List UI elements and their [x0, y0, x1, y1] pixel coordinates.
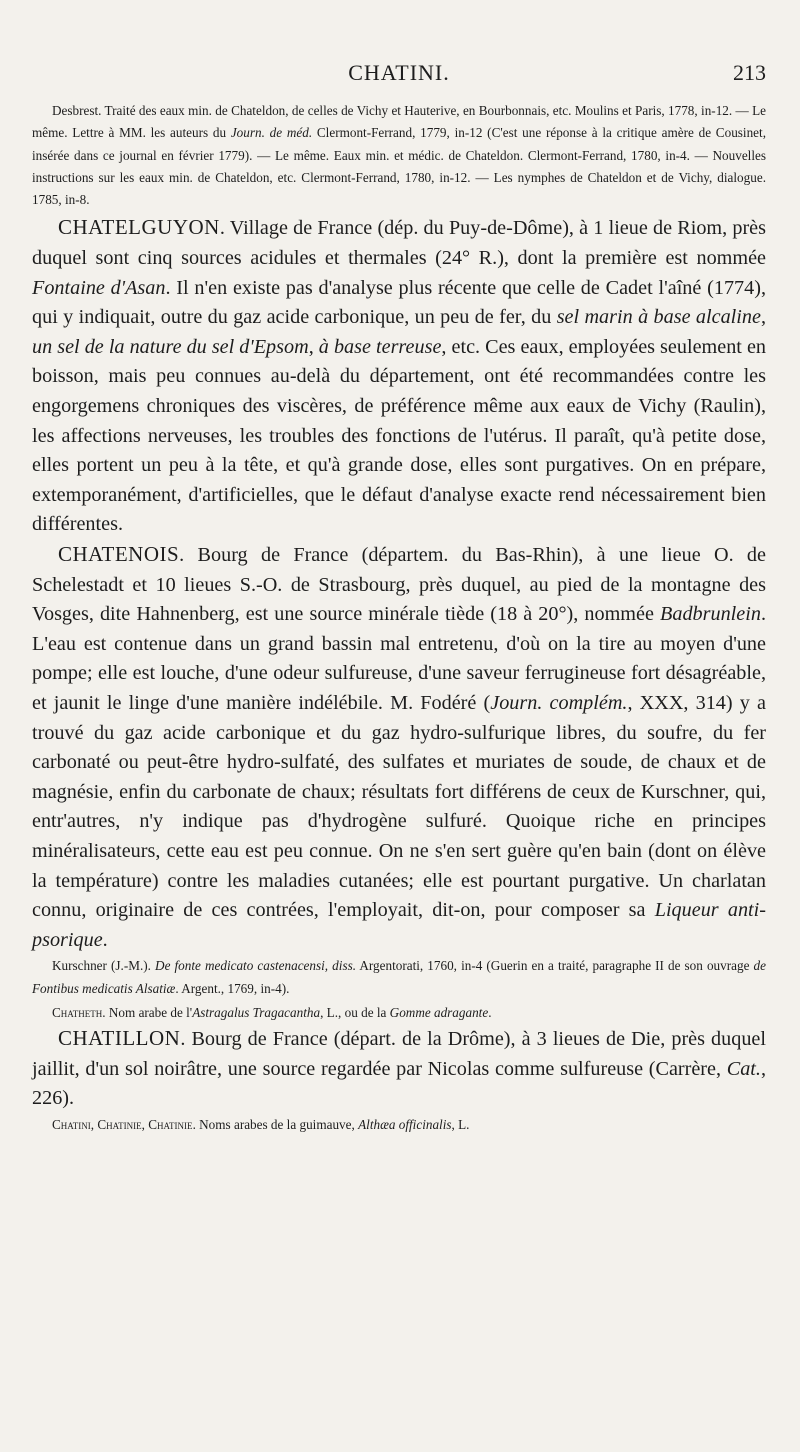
- headword: CHATENOIS: [58, 542, 180, 567]
- running-title: CHATINI.: [348, 60, 450, 85]
- headword: CHATELGUYON: [58, 215, 220, 240]
- headword: CHATILLON: [58, 1026, 181, 1051]
- headword: Chatheth: [52, 1004, 103, 1020]
- bibliography-kurschner: Kurschner (J.-M.). De fonte medicato castenacensi, diss. Argentorati, 1760, in-4 (Guerin en a traité, paragraphe II de son ouvrage de Fontibus medicatis Alsatiæ. Argent., 1769, in-4).: [32, 958, 766, 996]
- bibliography-desbrest: Desbrest. Traité des eaux min. de Chateldon, de celles de Vichy et Hauterive, en Bourbonnais, etc. Moulins et Paris, 1778, in-12. — Le même. Lettre à MM. les auteurs du Journ. de méd. Clermont-Ferrand, 1779, in-12 (C'est une réponse à la critique amère de Cousinet, insérée dans ce journal en février 1779). — Le même. Eaux min. et médic. de Chateldon. Clermont-Ferrand, 1780, in-4. — Nouvelles instructions sur les eaux min. de Chateldon, etc. Clermont-Ferrand, 1780, in-12. — Les nymphes de Chateldon et de Vichy, dialogue. 1785, in-8.: [32, 103, 766, 208]
- entry-chatillon: CHATILLON. Bourg de France (départ. de la Drôme), à 3 lieues de Die, près duquel jaillit, d'un sol noirâtre, une source regardée par Nicolas comme sulfureuse (Carrère, Cat., 226).: [32, 1026, 766, 1110]
- entry-chatelguyon: CHATELGUYON. Village de France (dép. du Puy-de-Dôme), à 1 lieue de Riom, près duquel sont cinq sources acidules et thermales (24° R.), dont la première est nommée Fontaine d'Asan. Il n'en existe pas d'analyse plus récente que celle de Cadet l'aîné (1774), qui y indiquait, outre du gaz acide carbonique, un peu de fer, du sel marin à base alcaline, un sel de la nature du sel d'Epsom, à base terreuse, etc. Ces eaux, employées seulement en boisson, mais peu connues au-delà du département, ont été recommandées contre les engorgemens chroniques des viscères, de préférence même aux eaux de Vichy (Raulin), les affections nerveuses, les troubles des fonctions de l'utérus. Il paraît, qu'à petite dose, elles portent un peu à la tête, et qu'à grande dose, elles sont purgatives. On en prépare, extemporanément, d'artificielles, que le défaut d'analyse exacte rend nécessairement bien différentes.: [32, 215, 767, 536]
- entry-chathethi: Chatheth. Nom arabe de l'Astragalus Tragacantha, L., ou de la Gomme adragante.: [52, 1004, 492, 1020]
- headword: Chatini, Chatinie, Chatinie: [52, 1117, 193, 1132]
- page-number: 213: [733, 60, 766, 85]
- running-head: [32, 0, 766, 100]
- entry-chatini: Chatini, Chatinie, Chatinie. Noms arabes de la guimauve, Althæa officinalis, L.: [52, 1117, 470, 1132]
- entry-chatenois: CHATENOIS. Bourg de France (départem. du Bas-Rhin), à une lieue O. de Schelestadt et 10 lieues S.-O. de Strasbourg, près duquel, au pied de la montagne des Vosges, dite Hahnenberg, est une source minérale tiède (18 à 20°), nommée Badbrunlein. L'eau est contenue dans un grand bassin mal entretenu, d'où on la tire au moyen d'une pompe; elle est louche, d'une odeur sulfureuse, d'une saveur ferrugineuse fort désagréable, et jaunit le linge d'une manière indélébile. M. Fodéré (Journ. complém., XXX, 314) y a trouvé du gaz acide carbonique et du gaz hydro-sulfurique libres, du soufre, du fer carbonaté ou peut-être hydro-sulfaté, des sulfates et muriates de soude, de chaux et de magnésie, enfin du carbonate de chaux; résultats fort différens de ceux de Kurschner, qui, entr'autres, n'y indique pas d'hydrogène sulfuré. Quoique riche en principes minéralisateurs, cette eau est peu connue. On ne s'en sert guère qu'en bain (dont on élève la température) contre les maladies cutanées; elle est pourtant purgative. Un charlatan connu, originaire de ces contrées, l'employait, dit-on, pour composer sa Liqueur anti-psorique.: [32, 542, 766, 951]
